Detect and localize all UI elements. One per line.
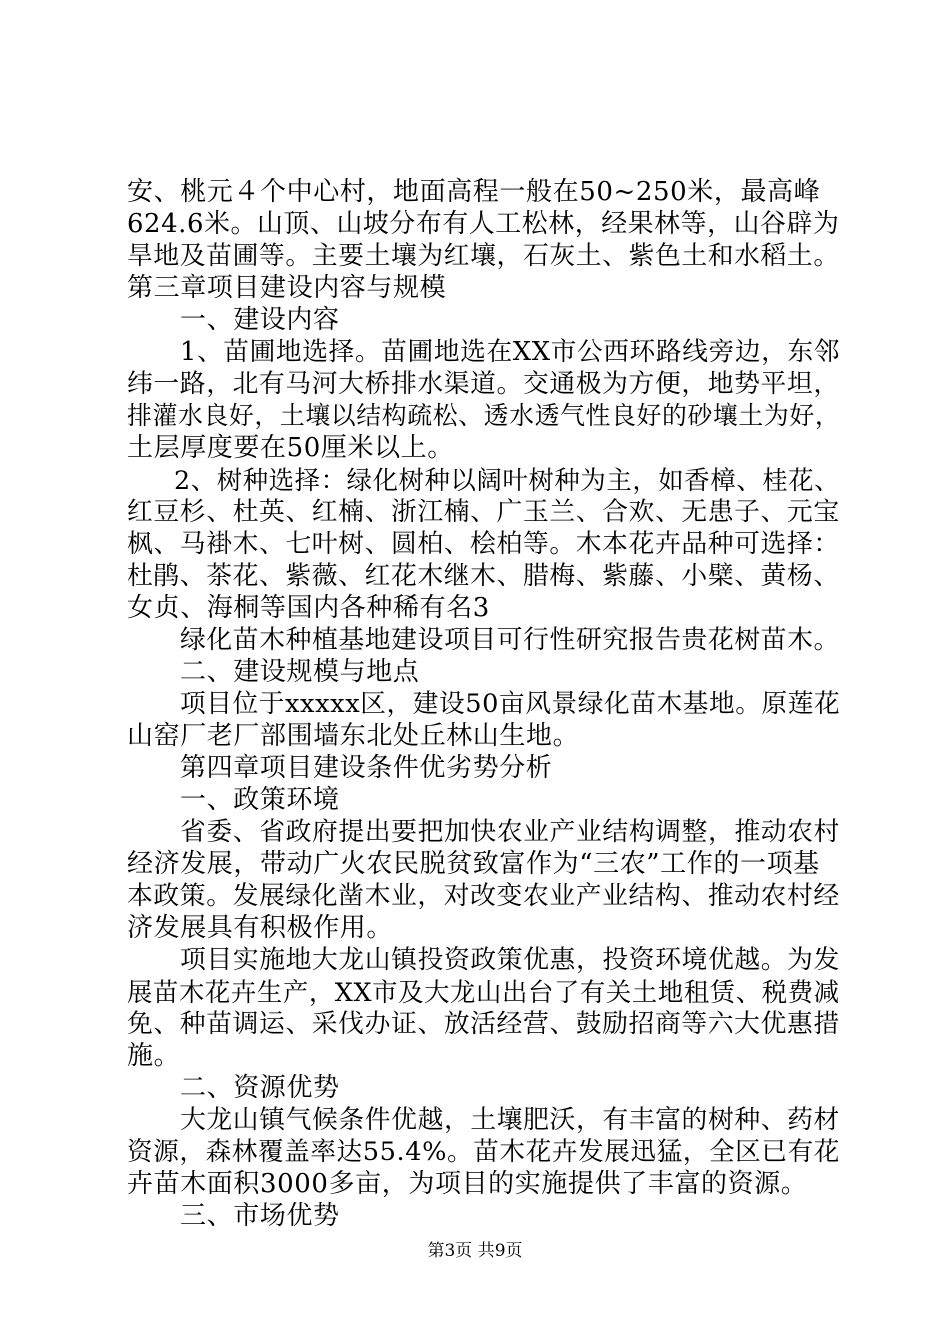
text-line: 卉苗木面积3000多亩，为项目的实施提供了丰富的资源。	[127, 1169, 808, 1199]
section-heading: 二、资源优势	[180, 1073, 340, 1103]
text-line: 624.6米。山顶、山坡分布有人工松林，经果林等，山谷辟为	[127, 209, 840, 239]
section-heading: 三、市场优势	[180, 1201, 340, 1231]
section-heading: 二、建设规模与地点	[180, 657, 420, 687]
text-line: 红豆杉、杜英、红楠、浙江楠、广玉兰、合欢、无患子、元宝	[127, 497, 840, 527]
text-line: 排灌水良好，土壤以结构疏松、透水透气性良好的砂壤土为好，	[127, 401, 841, 430]
text-line: 免、种苗调运、采伐办证、放活经营、鼓励招商等六大优惠措	[127, 1009, 840, 1039]
section-heading: 一、政策环境	[180, 785, 340, 815]
text-line: 山窑厂老厂部围墙东北处丘林山生地。	[127, 721, 580, 751]
text-line: 展苗木花卉生产，XX市及大龙山出台了有关土地租赁、税费减	[127, 977, 840, 1007]
text-line: 纬一路，北有马河大桥排水渠道。交通极为方便，地势平坦，	[127, 369, 840, 399]
text-line: 资源，森林覆盖率达55.4%。苗木花卉发展迅猛，全区已有花	[127, 1137, 840, 1167]
text-line: 旱地及苗圃等。主要土壤为红壤，石灰土、紫色土和水稻土。	[127, 241, 840, 271]
text-line: 经济发展，带动广火农民脱贫致富作为“三农”工作的一项基	[127, 849, 820, 879]
text-line: 大龙山镇气候条件优越，土壤肥沃，有丰富的树种、药材	[180, 1105, 840, 1135]
chapter-heading: 第三章项目建设内容与规模	[127, 273, 447, 303]
section-heading: 一、建设内容	[180, 305, 340, 335]
text-line: 济发展具有积极作用。	[127, 913, 394, 943]
text-line: 项目位于xxxxx区，建设50亩风景绿化苗木基地。原莲花	[180, 689, 841, 719]
text-line: 1、苗圃地选择。苗圃地选在XX市公西环路线旁边，东邻	[180, 337, 841, 367]
text-line: 女贞、海桐等国内各种稀有名3	[127, 593, 490, 623]
text-line: 施。	[127, 1041, 181, 1071]
text-line: 安、桃元４个中心村，地面高程一般在50~250米，最高峰	[127, 177, 821, 207]
text-line: 2、树种选择：绿化树种以阔叶树种为主，如香樟、桂花、	[174, 465, 841, 495]
text-line: 土层厚度要在50厘米以上。	[127, 433, 454, 463]
text-line: 项目实施地大龙山镇投资政策优惠，投资环境优越。为发	[180, 945, 840, 975]
page-footer: 第3页 共9页	[427, 1241, 523, 1261]
chapter-heading: 第四章项目建设条件优劣势分析	[180, 753, 553, 783]
text-line: 杜鹃、茶花、紫薇、红花木继木、腊梅、紫藤、小檗、黄杨、	[127, 561, 840, 591]
text-line: 绿化苗木种植基地建设项目可行性研究报告贵花树苗木。	[180, 625, 840, 655]
text-line: 本政策。发展绿化凿木业，对改变农业产业结构、推动农村经	[127, 881, 840, 911]
text-line: 枫、马褂木、七叶树、圆柏、桧柏等。木本花卉品种可选择：	[127, 529, 840, 559]
text-line: 省委、省政府提出要把加快农业产业结构调整，推动农村	[180, 817, 840, 847]
